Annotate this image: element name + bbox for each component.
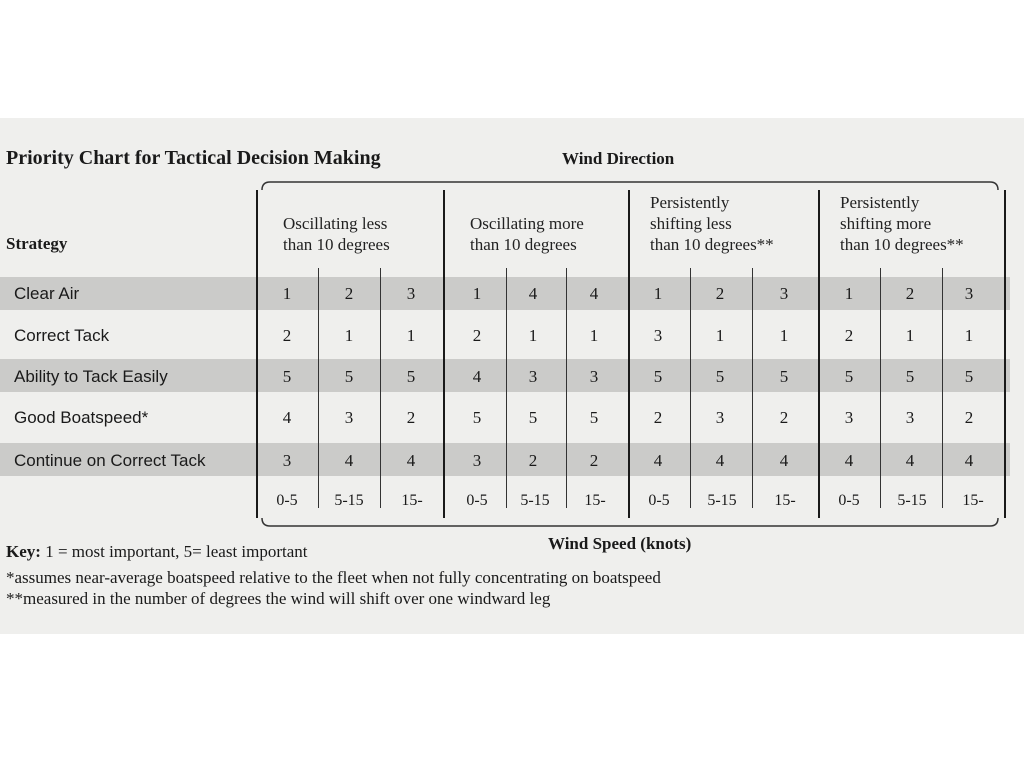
cell: 4 [406,451,416,470]
divider-2 [443,190,445,518]
cell: 5 [715,367,725,386]
tick [566,268,567,508]
cell: 2 [472,326,482,345]
cell: 1 [344,326,354,345]
tick [380,268,381,508]
cell: 5 [653,367,663,386]
cell: 5 [589,408,599,427]
cell: 3 [406,284,416,303]
group-header-osc-less: Oscillating less than 10 degrees [283,214,390,254]
cell: 5 [905,367,915,386]
cell: 4 [472,367,482,386]
tick [942,268,943,508]
cell: 3 [653,326,663,345]
cell: 1 [779,326,789,345]
cell: 1 [282,284,292,303]
tick [752,268,753,508]
strategy-header: Strategy [6,234,68,253]
tick [690,268,691,508]
cell: 5 [406,367,416,386]
cell: 1 [653,284,663,303]
key-legend [6,542,308,562]
group-header-persist-more: Persistently shifting more than 10 degrees** [840,193,964,254]
wind-direction-label: Wind Direction [562,149,675,168]
cell: 2 [844,326,854,345]
cell: 1 [964,326,974,345]
divider-4 [818,190,820,518]
wind-speed-col: 15- [962,492,984,509]
cell: 5 [779,367,789,386]
cell: 2 [528,451,538,470]
cell: 3 [589,367,599,386]
cell: 1 [905,326,915,345]
cell: 3 [344,408,354,427]
cell: 1 [528,326,538,345]
cell: 2 [653,408,663,427]
chart-title: Priority Chart for Tactical Decision Making [6,147,381,169]
divider-3 [628,190,630,518]
wind-speed-col: 0-5 [838,492,860,509]
cell: 2 [779,408,789,427]
cell: 5 [282,367,292,386]
cell: 3 [715,408,725,427]
cell: 4 [589,284,599,303]
wind-speed-col: 5-15 [897,492,927,509]
wind-speed-col: 0-5 [466,492,488,509]
wind-speed-col: 5-15 [707,492,737,509]
wind-speed-label: Wind Speed (knots) [548,534,692,553]
cell: 1 [589,326,599,345]
key-label: Key: [6,542,41,561]
cell: 4 [528,284,538,303]
cell: 5 [344,367,354,386]
wind-speed-col: 15- [774,492,796,509]
cell: 4 [779,451,789,470]
cell: 4 [282,408,292,427]
cell: 1 [406,326,416,345]
tick [506,268,507,508]
wind-speed-col: 5-15 [334,492,364,509]
cell: 5 [964,367,974,386]
cell: 4 [653,451,663,470]
cell: 5 [844,367,854,386]
cell: 3 [779,284,789,303]
cell: 2 [282,326,292,345]
wind-speed-col: 15- [584,492,606,509]
cell: 2 [905,284,915,303]
footnote-boatspeed: *assumes near-average boatspeed relative to the fleet when not fully concentrating on boatspeed [6,568,661,587]
cell: 3 [282,451,292,470]
cell: 3 [472,451,482,470]
row-label-ability-to-tack: Ability to Tack Easily [14,367,168,386]
divider-1 [256,190,258,518]
row-label-continue-correct-tack: Continue on Correct Tack [14,451,206,470]
cell: 4 [344,451,354,470]
cell: 1 [472,284,482,303]
cell: 1 [715,326,725,345]
tick [318,268,319,508]
cell: 2 [344,284,354,303]
cell: 1 [844,284,854,303]
divider-5 [1004,190,1006,518]
wind-speed-col: 0-5 [648,492,670,509]
wind-speed-col: 15- [401,492,423,509]
wind-speed-col: 5-15 [520,492,550,509]
cell: 3 [528,367,538,386]
row-label-clear-air: Clear Air [14,284,80,303]
footnote-degrees: **measured in the number of degrees the wind will shift over one windward leg [6,589,551,608]
wind-speed-col: 0-5 [276,492,298,509]
group-header-persist-less: Persistently shifting less than 10 degrees** [650,193,774,254]
cell: 4 [715,451,725,470]
cell: 4 [964,451,974,470]
tick [880,268,881,508]
cell: 3 [905,408,915,427]
cell: 2 [589,451,599,470]
row-label-correct-tack: Correct Tack [14,326,110,345]
cell: 5 [472,408,482,427]
cell: 2 [715,284,725,303]
cell: 3 [844,408,854,427]
cell: 2 [406,408,416,427]
cell: 5 [528,408,538,427]
cell: 4 [905,451,915,470]
key-text: 1 = most important, 5= least important [40,542,308,561]
group-header-osc-more: Oscillating more than 10 degrees [470,214,584,254]
cell: 3 [964,284,974,303]
row-label-good-boatspeed: Good Boatspeed* [14,408,149,427]
cell: 2 [964,408,974,427]
cell: 4 [844,451,854,470]
